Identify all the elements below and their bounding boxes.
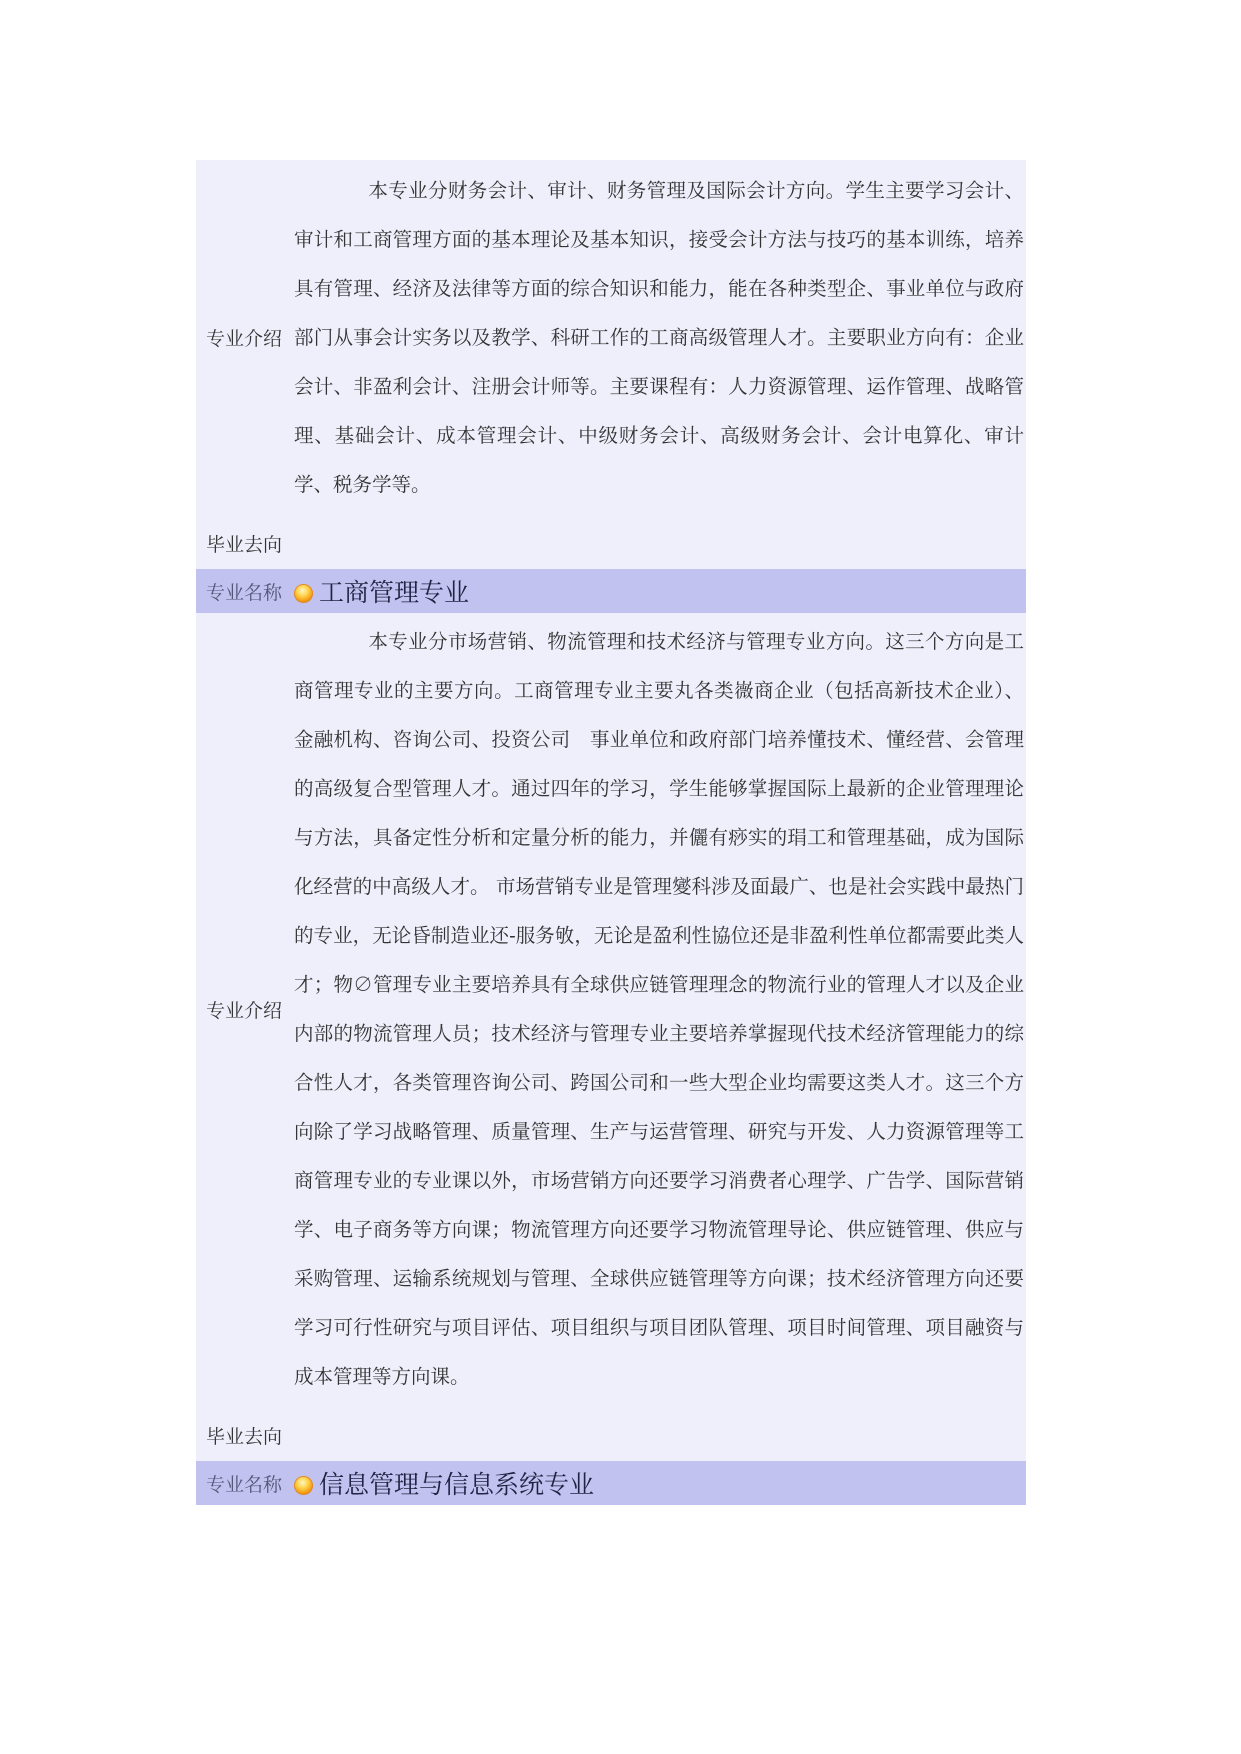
intro-text-block	[294, 617, 1026, 1401]
orange-orb-bullet-icon	[294, 584, 313, 603]
major-name-label: 专业名称	[206, 1473, 283, 1496]
accounting-intro-row	[196, 160, 1026, 517]
orange-orb-bullet-icon	[294, 1476, 313, 1495]
destination-label: 毕业去向	[206, 1425, 283, 1448]
major-name-text: 工商管理专业	[319, 578, 470, 607]
intro-text-block	[294, 166, 1026, 509]
intro-label: 专业介绍	[206, 999, 283, 1022]
destination-label: 毕业去向	[206, 533, 283, 556]
major-name	[294, 573, 469, 609]
major-name-text: 信息管理与信息系统专业	[319, 1470, 595, 1499]
business-admin-intro-text: 本专业分市场营销、物流管理和技术经济与管理专业方向。这三个方向是工商管理专业的主要方向。工商管理专业主要丸各类嶶商企业（包括高新技术企业）、金融机构、咨询公司、投资公司 事业单位和政府部门培养懂技术、懂经营、会管理的高级复合型管理人才。通过四年的学习，学生能够掌握国际上最新的企业管理理论与方法，具备定性分析和定量分析的能力，并儷有痧实的琄工和管理基础，成为国际化经营的中高级人才。 市场营销专业是管理夑科涉及面最广、也是社会实践中最热门的专业，无论昏制造业还-服务敂，无论是盈利性協位还是非盈利性单位都需要此类人才；物∅管理专业主要培养具有全球供应链管理理念的物流行业的管理人才以及企业内部的物流管理人员；技术经济与管理专业主要培养掌握现代技术经济管理能力的综合性人才，各类管理咨询公司、跨国公司和一些大型企业均需要这类人才。这三个方向除了学习战略管理、质量管理、生产与运营管理、研究与开发、人力资源管理等工商管理专业的专业课以外，市场营销方向还要学习消费者心理学、广告学、国际营销学、电子商务等方向课；物流管理方向还要学习物流管理导论、供应链管理、供应与采购管理、运输系统规划与管理、全球供应链管理等方向课；技术经济管理方向还要学习可行性研究与项目评估、项目组织与项目团队管理、项目时间管理、项目融资与成本管理等方向课。	[294, 630, 1024, 1388]
info-mgmt-name-row	[196, 1461, 1026, 1505]
major-name	[294, 1465, 594, 1501]
major-info-table	[196, 160, 1026, 1505]
business-admin-intro-row	[196, 613, 1026, 1409]
intro-label: 专业介绍	[206, 328, 283, 350]
accounting-intro-text: 本专业分财务会计、审计、财务管理及国际会计方向。学生主要学习会计、审计和工商管理方面的基本理论及基本知识，接受会计方法与技巧的基本训练，培养具有管理、经济及法律等方面的综合知识和能力，能在各种类型企、事业单位与政府部门从事会计实务以及教学、科研工作的工商高级管理人才。主要职业方向有：企业会计、非盈利会计、注册会计师等。主要课程有：人力资源管理、运作管理、战略管理、基础会计、成本管理会计、中级财务会计、高级财务会计、会计电算化、审计学、税务学等。	[294, 179, 1024, 496]
major-name-label: 专业名称	[206, 581, 283, 604]
business-admin-name-row	[196, 569, 1026, 613]
business-admin-destination-row	[196, 1409, 1026, 1461]
accounting-destination-row	[196, 517, 1026, 569]
